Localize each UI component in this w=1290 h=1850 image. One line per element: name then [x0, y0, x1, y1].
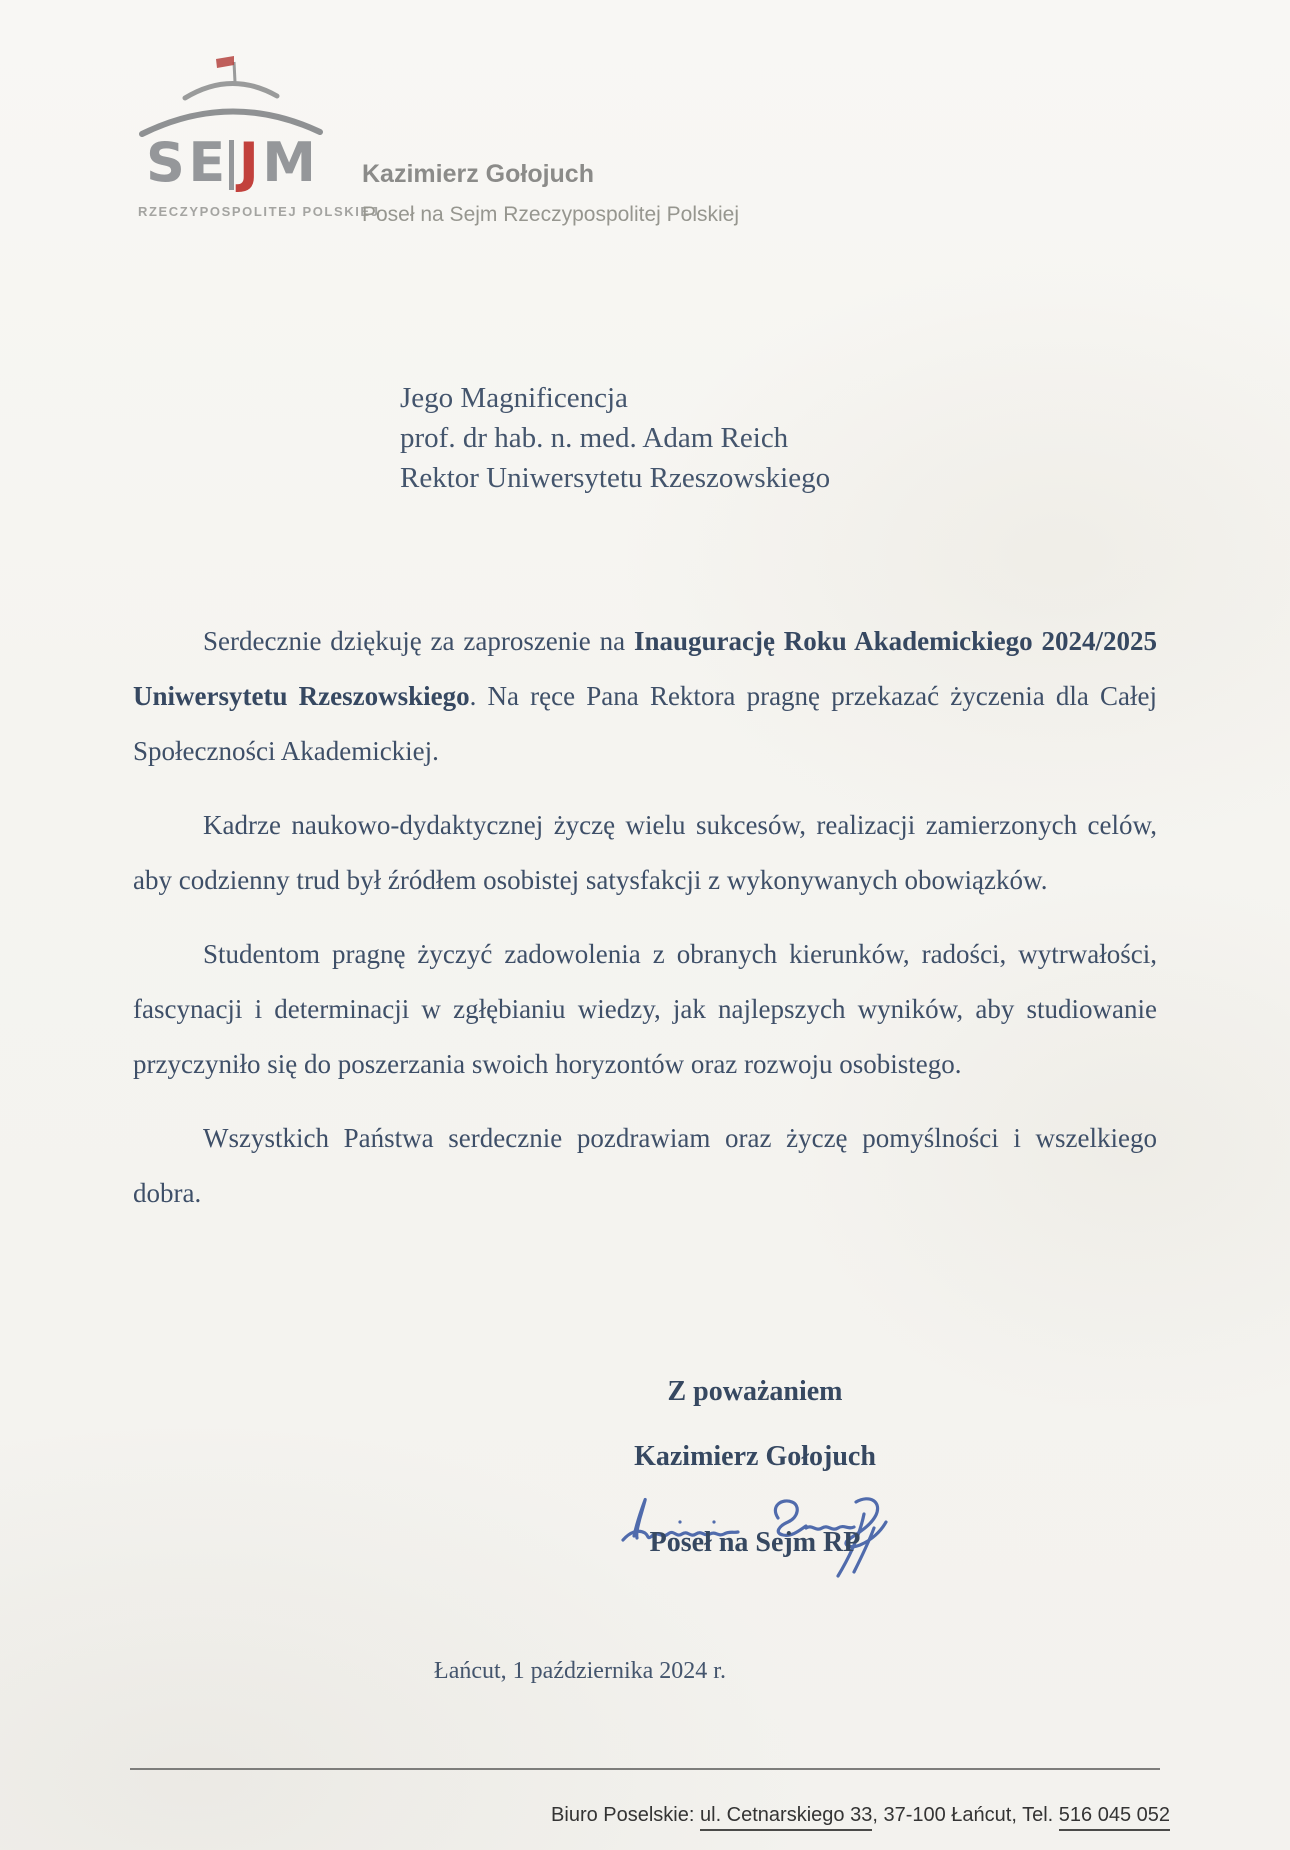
addressee-name: prof. dr hab. n. med. Adam Reich — [400, 422, 789, 454]
paragraph-1-text-a: Serdecznie dziękuję za zaproszenie na — [203, 626, 634, 656]
sender-name: Kazimierz Gołojuch — [362, 160, 594, 188]
letter-body — [133, 614, 1157, 1240]
paragraph-2: Kadrze naukowo-dydaktycznej życzę wielu sukcesów, realizacji zamierzonych celów, aby codzienny trud był źródłem osobistej satysfakcji z wykonywanych obowiązków. — [133, 810, 1157, 895]
footer-middle: , 37-100 Łańcut, Tel. — [872, 1804, 1059, 1826]
paragraph-1 — [133, 614, 1157, 779]
footer-office-info — [380, 1804, 1170, 1827]
paragraph-3: Studentom pragnę życzyć zadowolenia z obranych kierunków, radości, wytrwałości, fascynacji i determinacji w zgłębianiu wiedzy, jak najlepszych wyników, aby studiowanie przyczyniło się do poszerzania swoich horyzontów oraz rozwoju osobistego. — [133, 939, 1157, 1079]
addressee-honorific: Jego Magnificencja — [400, 382, 628, 414]
logo-letter-e: E — [188, 131, 226, 194]
sejm-wordmark — [146, 131, 316, 194]
closing-salutation: Z poważaniem — [667, 1376, 843, 1407]
logo-letter-s: S — [146, 131, 185, 194]
closing-name: Kazimierz Gołojuch — [634, 1441, 876, 1472]
addressee-title: Rektor Uniwersytetu Rzeszowskiego — [400, 462, 831, 494]
closing-title: Poseł na Sejm RP — [649, 1527, 861, 1558]
sejm-logo — [138, 52, 380, 219]
footer-prefix: Biuro Poselskie: — [551, 1804, 700, 1826]
footer-phone: 516 045 052 — [1059, 1804, 1170, 1831]
place-and-date: Łańcut, 1 października 2024 r. — [434, 1658, 726, 1684]
footer-divider — [130, 1768, 1160, 1770]
paragraph-4: Wszystkich Państwa serdecznie pozdrawiam oraz życzę pomyślności i wszelkiego dobra. — [133, 1123, 1157, 1208]
logo-subtitle: RZECZYPOSPOLITEJ POLSKIEJ — [138, 204, 380, 219]
footer-address: ul. Cetnarskiego 33 — [700, 1804, 872, 1831]
addressee-block — [400, 378, 830, 498]
logo-j-bar — [229, 140, 234, 190]
paragraph-1-bold: Inaugurację Roku Akademickiego 2024/2025 Uniwersytetu Rzeszowskiego — [133, 626, 1157, 711]
logo-letter-m: M — [262, 131, 316, 194]
logo-letter-j: J — [238, 131, 259, 194]
paragraph-1-text-b: . Na ręce Pana Rektora pragnę przekazać życzenia dla Całej Społeczności Akademickiej. — [133, 681, 1157, 766]
sender-role: Poseł na Sejm Rzeczypospolitej Polskiej — [362, 203, 740, 226]
logo-letter-j-group — [229, 131, 259, 194]
